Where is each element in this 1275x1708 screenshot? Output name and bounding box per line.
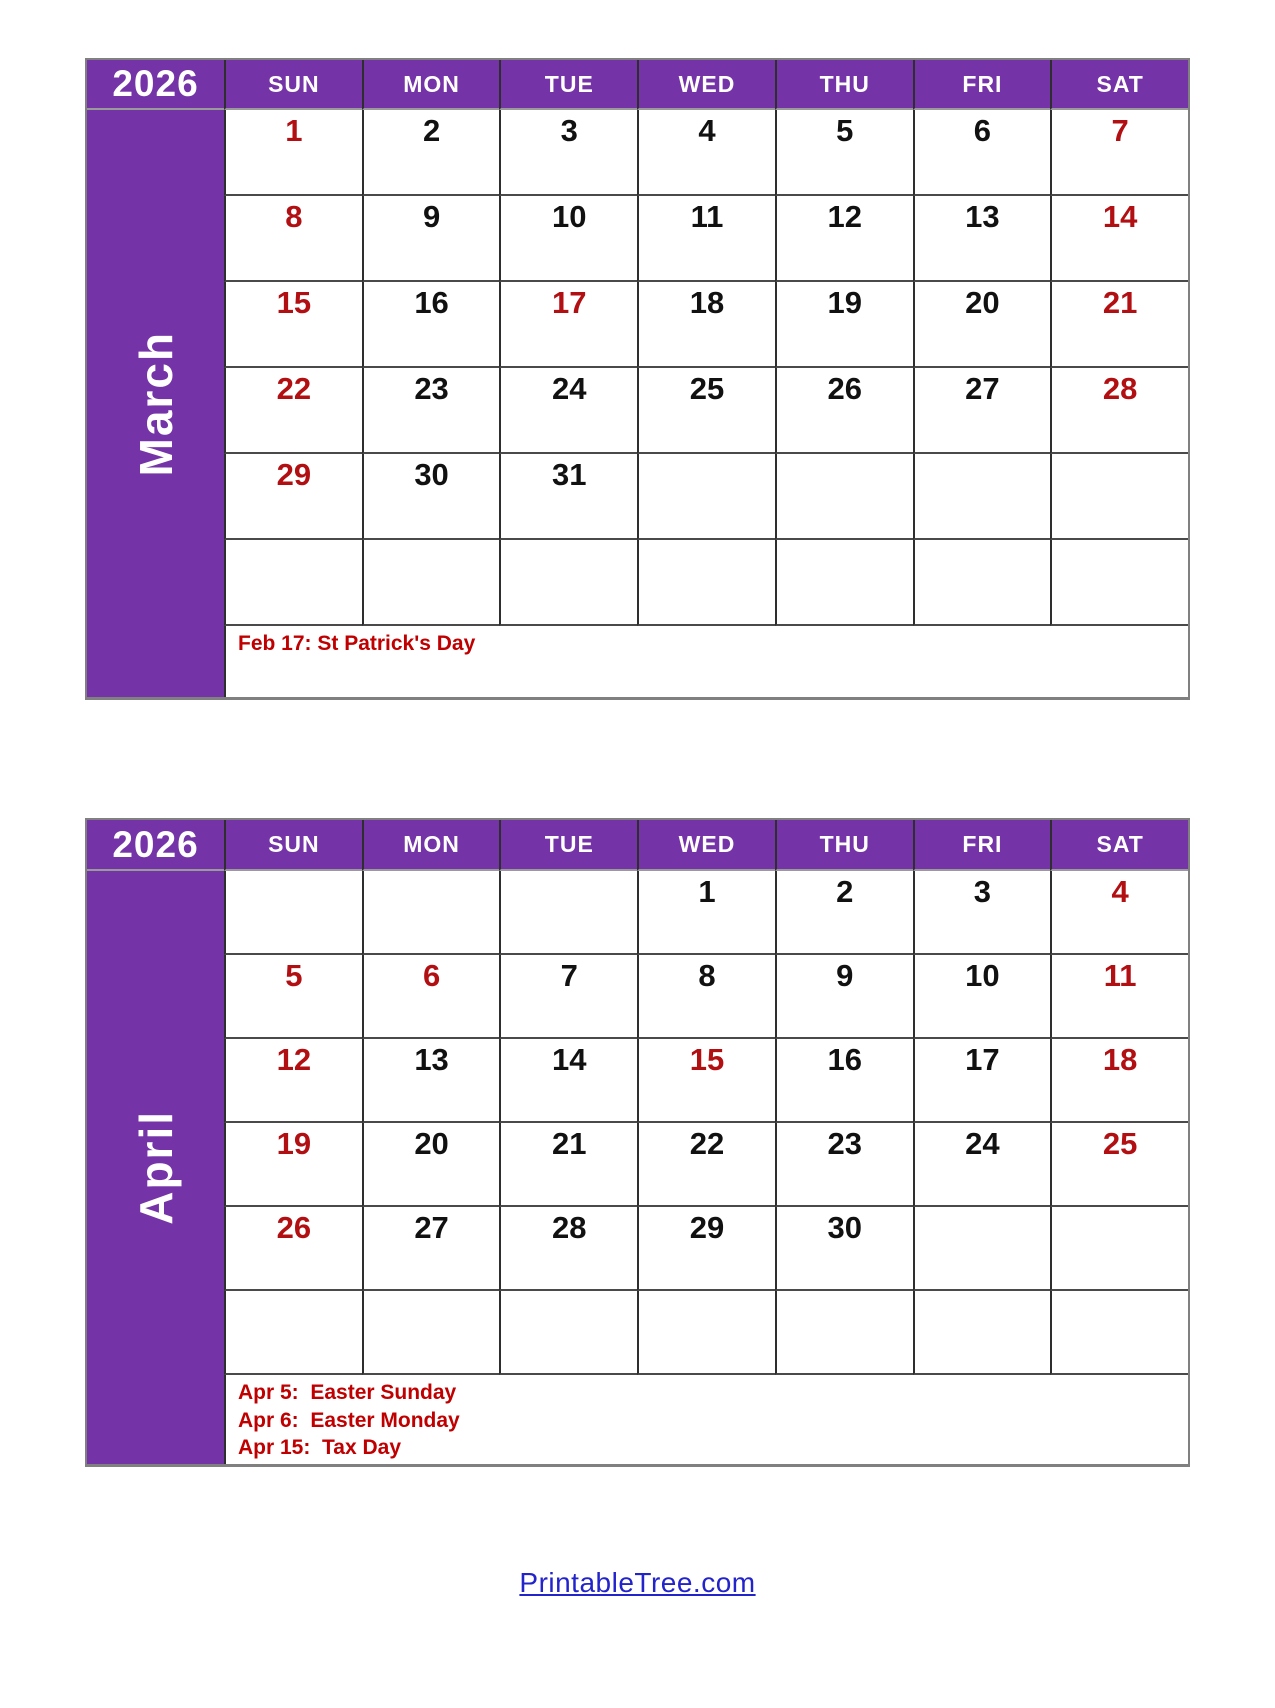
weekday-header-sun: SUN <box>224 820 362 871</box>
month-sidebar <box>87 110 224 697</box>
month-sidebar <box>87 871 224 1464</box>
day-number: 18 <box>689 285 725 320</box>
day-cell <box>775 1039 913 1123</box>
day-number: 23 <box>414 371 449 406</box>
day-cell <box>499 1039 637 1123</box>
day-number: 10 <box>552 199 587 234</box>
weekday-header-sun: SUN <box>224 60 362 110</box>
day-cell <box>775 1123 913 1207</box>
calendars-container <box>0 58 1275 1467</box>
day-cell <box>637 454 775 540</box>
day-cell <box>913 110 1051 196</box>
day-cell <box>775 871 913 955</box>
day-number: 7 <box>560 958 578 993</box>
day-number: 1 <box>698 874 716 909</box>
day-cell <box>362 282 500 368</box>
site-link[interactable]: PrintableTree.com <box>519 1567 756 1598</box>
day-number: 4 <box>698 113 716 148</box>
month-label: April <box>129 1110 182 1225</box>
day-number: 12 <box>827 199 862 234</box>
day-cell <box>499 196 637 282</box>
day-cell <box>362 955 500 1039</box>
holiday-notes <box>224 1375 1188 1464</box>
day-cell <box>637 1039 775 1123</box>
weekday-header-thu: THU <box>775 820 913 871</box>
day-cell <box>775 454 913 540</box>
day-number: 5 <box>285 958 303 993</box>
day-number: 27 <box>965 371 1000 406</box>
day-cell <box>362 1207 500 1291</box>
day-number: 6 <box>973 113 992 148</box>
weekday-header-tue: TUE <box>499 60 637 110</box>
day-cell <box>1050 1207 1188 1291</box>
day-cell <box>224 368 362 454</box>
day-cell <box>499 454 637 540</box>
day-number: 14 <box>552 1042 587 1077</box>
weekday-header-sat: SAT <box>1050 60 1188 110</box>
day-cell <box>499 368 637 454</box>
day-cell <box>499 1291 637 1375</box>
day-cell <box>913 196 1051 282</box>
day-number: 5 <box>836 113 854 148</box>
day-cell <box>775 1207 913 1291</box>
day-number: 21 <box>1102 285 1138 320</box>
day-cell <box>637 1207 775 1291</box>
day-cell <box>224 110 362 196</box>
day-cell <box>637 368 775 454</box>
day-cell <box>637 110 775 196</box>
day-number: 29 <box>689 1210 725 1245</box>
day-number: 28 <box>552 1210 587 1245</box>
day-cell <box>1050 368 1188 454</box>
day-cell <box>224 1207 362 1291</box>
day-cell <box>1050 110 1188 196</box>
day-cell <box>224 955 362 1039</box>
day-cell <box>224 540 362 626</box>
day-cell <box>224 196 362 282</box>
day-cell <box>913 540 1051 626</box>
day-cell <box>637 871 775 955</box>
day-cell <box>499 1207 637 1291</box>
day-number: 24 <box>965 1126 1000 1161</box>
day-cell <box>913 1123 1051 1207</box>
day-number: 3 <box>973 874 992 909</box>
weekday-header-thu: THU <box>775 60 913 110</box>
day-cell <box>499 282 637 368</box>
day-number: 27 <box>414 1210 449 1245</box>
day-cell <box>637 1291 775 1375</box>
holiday-note: Apr 6: Easter Monday <box>238 1408 460 1432</box>
day-number: 24 <box>552 371 587 406</box>
year-label: 2026 <box>87 60 224 110</box>
day-number: 22 <box>276 371 312 406</box>
day-cell <box>499 110 637 196</box>
day-cell <box>1050 871 1188 955</box>
day-number: 6 <box>422 958 441 993</box>
day-number: 25 <box>689 371 725 406</box>
page <box>0 58 1275 1708</box>
weekday-header-mon: MON <box>362 820 500 871</box>
day-number: 25 <box>1102 1126 1138 1161</box>
day-number: 1 <box>285 113 303 148</box>
day-number: 15 <box>276 285 312 320</box>
day-number: 16 <box>827 1042 862 1077</box>
day-number: 30 <box>827 1210 862 1245</box>
day-number: 26 <box>827 371 862 406</box>
day-cell <box>775 196 913 282</box>
day-cell <box>913 1039 1051 1123</box>
day-cell <box>913 955 1051 1039</box>
day-number: 4 <box>1111 874 1129 909</box>
day-cell <box>362 540 500 626</box>
day-cell <box>913 454 1051 540</box>
day-number: 16 <box>414 285 449 320</box>
day-cell <box>1050 540 1188 626</box>
weekday-header-fri: FRI <box>913 820 1051 871</box>
day-cell <box>637 196 775 282</box>
day-cell <box>499 871 637 955</box>
day-cell <box>1050 955 1188 1039</box>
weekday-header-fri: FRI <box>913 60 1051 110</box>
calendar-april <box>85 818 1190 1467</box>
day-number: 8 <box>698 958 716 993</box>
day-number: 26 <box>276 1210 312 1245</box>
day-cell <box>362 1291 500 1375</box>
day-number: 8 <box>285 199 303 234</box>
day-number: 17 <box>965 1042 1000 1077</box>
day-cell <box>224 871 362 955</box>
day-number: 20 <box>414 1126 449 1161</box>
day-cell <box>1050 1123 1188 1207</box>
day-cell <box>224 1039 362 1123</box>
holiday-note: Apr 5: Easter Sunday <box>238 1381 457 1404</box>
day-number: 28 <box>1102 371 1138 406</box>
weekday-header-wed: WED <box>637 820 775 871</box>
day-cell <box>362 871 500 955</box>
day-cell <box>775 955 913 1039</box>
day-number: 21 <box>552 1126 587 1161</box>
weekday-header-tue: TUE <box>499 820 637 871</box>
day-cell <box>637 1123 775 1207</box>
day-cell <box>362 1039 500 1123</box>
weekday-header-mon: MON <box>362 60 500 110</box>
day-number: 19 <box>827 285 862 320</box>
day-cell <box>1050 196 1188 282</box>
day-cell <box>224 282 362 368</box>
day-number: 17 <box>552 285 587 320</box>
day-number: 11 <box>1103 958 1137 993</box>
month-label: March <box>129 330 182 477</box>
weekday-header-sat: SAT <box>1050 820 1188 871</box>
day-cell <box>913 1207 1051 1291</box>
day-number: 30 <box>414 457 449 492</box>
day-number: 22 <box>689 1126 725 1161</box>
day-cell <box>775 540 913 626</box>
day-cell <box>913 871 1051 955</box>
day-number: 29 <box>276 457 312 492</box>
day-number: 20 <box>965 285 1000 320</box>
calendar-march <box>85 58 1190 700</box>
day-number: 2 <box>422 113 441 148</box>
day-number: 14 <box>1102 199 1138 234</box>
day-cell <box>637 282 775 368</box>
day-cell <box>362 368 500 454</box>
year-label: 2026 <box>87 820 224 871</box>
day-number: 9 <box>422 199 441 234</box>
day-number: 15 <box>689 1042 725 1077</box>
holiday-note: Feb 17: St Patrick's Day <box>238 632 476 655</box>
day-cell <box>1050 1291 1188 1375</box>
day-cell <box>637 955 775 1039</box>
day-cell <box>775 368 913 454</box>
holiday-notes <box>224 626 1188 697</box>
day-number: 13 <box>965 199 1000 234</box>
day-number: 2 <box>836 874 854 909</box>
day-number: 12 <box>276 1042 312 1077</box>
day-cell <box>913 282 1051 368</box>
day-cell <box>1050 454 1188 540</box>
day-number: 31 <box>552 457 587 492</box>
day-cell <box>224 1291 362 1375</box>
day-cell <box>362 110 500 196</box>
day-cell <box>499 1123 637 1207</box>
day-number: 18 <box>1102 1042 1138 1077</box>
day-cell <box>775 110 913 196</box>
day-number: 9 <box>836 958 854 993</box>
day-number: 3 <box>560 113 578 148</box>
holiday-note: Apr 15: Tax Day <box>238 1436 402 1460</box>
day-cell <box>775 282 913 368</box>
day-cell <box>224 454 362 540</box>
day-number: 7 <box>1111 113 1129 148</box>
day-cell <box>637 540 775 626</box>
day-cell <box>913 368 1051 454</box>
site-footer <box>0 1567 1275 1599</box>
day-cell <box>913 1291 1051 1375</box>
day-cell <box>499 955 637 1039</box>
day-cell <box>499 540 637 626</box>
day-cell <box>775 1291 913 1375</box>
day-number: 23 <box>827 1126 862 1161</box>
day-number: 13 <box>414 1042 449 1077</box>
day-cell <box>224 1123 362 1207</box>
day-number: 10 <box>965 958 1000 993</box>
weekday-header-wed: WED <box>637 60 775 110</box>
day-cell <box>362 1123 500 1207</box>
day-number: 11 <box>690 199 724 234</box>
day-cell <box>362 454 500 540</box>
day-number: 19 <box>276 1126 312 1161</box>
day-cell <box>1050 282 1188 368</box>
day-cell <box>1050 1039 1188 1123</box>
day-cell <box>362 196 500 282</box>
